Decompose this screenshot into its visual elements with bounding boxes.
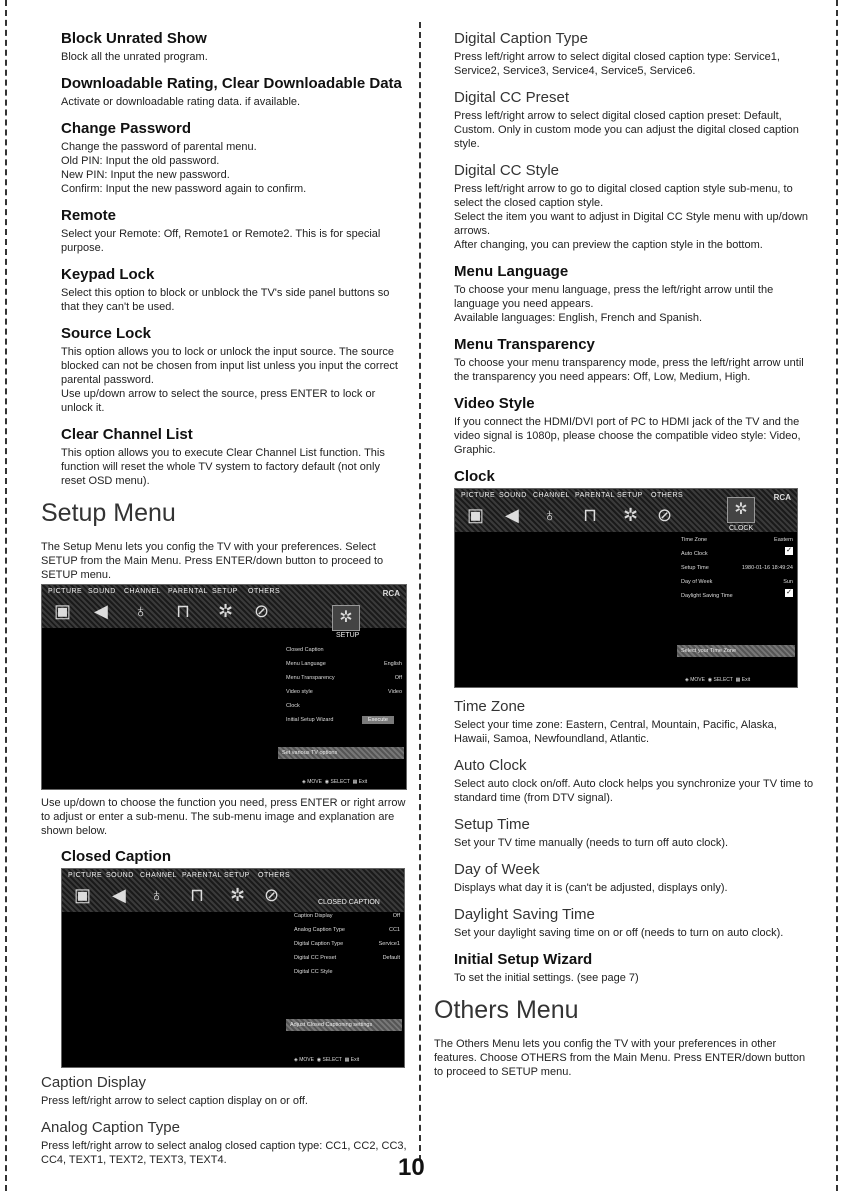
block-unrated-section <box>41 30 407 64</box>
section-title: Setup Time <box>454 816 530 833</box>
section-body: If you connect the HDMI/DVI port of PC to HDMI jack of the TV and the video signal is 1080p, please choose the compatible video style: Video, Graphic. <box>454 416 801 456</box>
tv-menu-row: Time Zone Eastern <box>681 537 793 543</box>
tv-tab-parental: PARENTAL <box>168 588 208 595</box>
tv-cc-menu <box>294 909 400 979</box>
video-style-section <box>434 395 814 457</box>
dst-check-icon: ✓ <box>786 589 792 596</box>
digital-caption-type-section <box>434 30 814 78</box>
tv-footer: ◈ MOVE ◉ SELECT ▦ Exit <box>302 779 368 785</box>
section-body: Change the password of parental menu. <box>61 141 257 153</box>
tv-menu-row: Setup Time 1980-01-16 18:49:24 <box>681 565 793 571</box>
auto-clock-check-icon: ✓ <box>786 547 792 554</box>
analog-caption-section <box>41 1119 407 1167</box>
section-title: Block Unrated Show <box>61 30 207 47</box>
tv-submenu-label: CLOSED CAPTION <box>318 899 380 906</box>
setup-after-body: Use up/down to choose the function you need, press ENTER or right arrow to adjust or enter a sub-menu. The sub-menu image and explanation are shown below. <box>41 797 406 837</box>
downloadable-section <box>41 75 407 109</box>
remote-section <box>41 207 407 255</box>
clear-channel-section <box>41 426 407 488</box>
tools-icon: ⊘ <box>264 885 280 905</box>
daylight-section <box>434 906 814 940</box>
section-body: Confirm: Input the new password again to confirm. <box>61 183 307 195</box>
speaker-icon: ◀ <box>112 885 126 905</box>
tv-hint-bar: Select your Time Zone <box>677 645 795 657</box>
tv-closed-caption-screenshot <box>61 868 405 1068</box>
satellite-icon: ♁ <box>543 505 557 525</box>
tv-menu-row: Analog Caption Type CC1 <box>294 927 400 933</box>
left-column <box>41 30 407 1178</box>
right-page-border <box>836 0 838 1191</box>
section-title: Analog Caption Type <box>41 1119 180 1136</box>
left-page-border <box>5 0 7 1191</box>
section-body: Old PIN: Input the old password. <box>61 155 220 167</box>
section-title: Keypad Lock <box>61 266 155 283</box>
others-menu-heading: Others Menu <box>434 996 579 1024</box>
section-body: New PIN: Input the new password. <box>61 169 230 181</box>
section-body: To choose your menu transparency mode, press the left/right arrow until the transparency you need appears: Off, Low, Medium, High. <box>454 357 804 383</box>
section-body: Select auto clock on/off. Auto clock helps you synchronize your TV time to standard time (from DTV signal). <box>454 778 814 804</box>
tools-icon: ⊘ <box>657 505 673 525</box>
tv-tab-picture: PICTURE <box>68 872 103 879</box>
setup-time-section <box>434 816 814 850</box>
section-body: Select the item you want to adjust in Digital CC Style menu with up/down arrows. <box>454 211 809 237</box>
tv-tab-channel: CHANNEL <box>124 588 161 595</box>
speaker-icon: ◀ <box>94 601 108 621</box>
picture-icon: ▣ <box>74 885 92 905</box>
tv-menu-row: Caption Display Off <box>294 913 400 919</box>
tv-menu-row: Digital Caption Type Service1 <box>294 941 400 947</box>
tv-tab-others: OTHERS <box>258 872 291 879</box>
section-title: Menu Transparency <box>454 336 595 353</box>
speaker-icon: ◀ <box>505 505 519 525</box>
tv-tab-others: OTHERS <box>248 588 281 595</box>
setup-menu-body: The Setup Menu lets you config the TV with your preferences. Select SETUP from the Main Menu. Press ENTER/down button to proceed to SETUP menu. <box>41 541 384 581</box>
right-column <box>434 30 814 1079</box>
section-title: Digital Caption Type <box>454 30 588 47</box>
menu-transparency-section <box>434 336 814 384</box>
tv-hint-bar: Adjust Closed Captioning settings <box>286 1019 402 1031</box>
section-title: Digital CC Preset <box>454 89 570 106</box>
tv-menu-row: Clock <box>286 703 300 709</box>
tv-clock-screenshot <box>454 488 798 688</box>
others-menu-body: The Others Menu lets you config the TV with your preferences in other features. Choose OTHERS from the Main Menu. Press ENTER/down button to proceed to SETUP menu. <box>434 1038 806 1078</box>
tv-submenu-label: SETUP <box>336 632 360 639</box>
section-body: Select your time zone: Eastern, Central, Mountain, Pacific, Alaska, Hawaii, Samoa, Newfoundland, Atlantic. <box>454 719 777 745</box>
tv-tab-parental: PARENTAL <box>182 872 222 879</box>
tv-menu-row: Menu Transparency Off <box>286 675 402 681</box>
tv-setup-screenshot <box>41 584 407 790</box>
section-title: Remote <box>61 207 117 224</box>
tv-tab-picture: PICTURE <box>48 588 83 595</box>
section-title: Video Style <box>454 395 535 412</box>
section-title: Source Lock <box>61 325 152 342</box>
tv-tab-sound: SOUND <box>499 492 527 499</box>
tv-hint-bar: Set various TV options <box>278 747 404 759</box>
section-body: Block all the unrated program. <box>61 51 208 63</box>
gear-icon: ✲ <box>230 885 246 905</box>
execute-highlight: Execute <box>362 716 394 724</box>
source-lock-section <box>41 325 407 415</box>
section-title: Menu Language <box>454 263 569 280</box>
tv-menu-row: Menu Language English <box>286 661 402 667</box>
tv-tab-setup: SETUP <box>617 492 643 499</box>
tv-tab-channel: CHANNEL <box>533 492 570 499</box>
tv-clock-menu <box>681 533 793 603</box>
tv-tab-picture: PICTURE <box>461 492 496 499</box>
tv-menu-row: Digital CC Style <box>294 969 333 975</box>
tv-setup-menu <box>286 643 402 727</box>
tv-tab-setup: SETUP <box>212 588 238 595</box>
section-title: Downloadable Rating, Clear Downloadable Data <box>61 75 402 92</box>
section-body: Press left/right arrow to go to digital closed caption style sub-menu, to select the closed caption style. <box>454 183 793 209</box>
tv-footer: ◈ MOVE ◉ SELECT ▦ Exit <box>685 677 751 683</box>
tools-icon: ⊘ <box>254 601 270 621</box>
section-body: Select your Remote: Off, Remote1 or Remote2. This is for special purpose. <box>61 228 381 254</box>
section-body: Press left/right arrow to select caption display on or off. <box>41 1095 308 1107</box>
section-body: Available languages: English, French and Spanish. <box>454 312 703 324</box>
tv-menu-row: Digital CC Preset Default <box>294 955 400 961</box>
tv-footer: ◈ MOVE ◉ SELECT ▦ Exit <box>294 1057 360 1063</box>
wizard-section <box>434 951 814 985</box>
section-body: Press left/right arrow to select digital closed caption type: Service1, Service2, Service3, Service4, Service5, Service6. <box>454 51 780 77</box>
section-title: Caption Display <box>41 1074 147 1091</box>
page-number: 10 <box>398 1154 425 1181</box>
tv-submenu-label: CLOCK <box>729 525 754 532</box>
section-title: Time Zone <box>454 698 526 715</box>
tv-menu-row: Closed Caption <box>286 647 324 653</box>
digital-cc-style-section <box>434 162 814 252</box>
lock-icon: ⊓ <box>190 885 205 905</box>
brand-logo: RCA <box>773 493 791 502</box>
tv-menu-row: Auto Clock ✓ <box>681 547 792 557</box>
tv-tab-parental: PARENTAL <box>575 492 615 499</box>
section-body: Set your TV time manually (needs to turn off auto clock). <box>454 837 729 849</box>
section-title: Digital CC Style <box>454 162 560 179</box>
section-body: To choose your menu language, press the left/right arrow until the language you need appears. <box>454 284 774 310</box>
picture-icon: ▣ <box>467 505 485 525</box>
tv-tab-sound: SOUND <box>88 588 116 595</box>
section-title: Auto Clock <box>454 757 527 774</box>
clock-heading: Clock <box>454 468 495 485</box>
lock-icon: ⊓ <box>176 601 191 621</box>
tv-tab-setup: SETUP <box>224 872 250 879</box>
tv-menu-row: Day of Week Sun <box>681 579 793 585</box>
section-body: Press left/right arrow to select analog closed caption type: CC1, CC2, CC3, CC4, TEXT1, TEXT2, TEXT3, TEXT4. <box>41 1140 407 1166</box>
section-body: This option allows you to lock or unlock the input source. The source blocked can not be chosen from input list unless you input the correct parental password. <box>61 346 398 386</box>
change-password-section <box>41 120 407 196</box>
section-body: Displays what day it is (can't be adjusted, displays only). <box>454 882 728 894</box>
section-title: Day of Week <box>454 861 540 878</box>
section-title: Initial Setup Wizard <box>454 951 593 968</box>
column-divider <box>419 22 421 1161</box>
section-body: Press left/right arrow to select digital closed caption preset: Default, Custom. Only in custom mode you can adjust the digital closed caption style. <box>454 110 799 150</box>
gear-icon: ✲ <box>623 505 639 525</box>
gear-icon: ✲ <box>218 601 234 621</box>
section-body: Activate or downloadable rating data. if available. <box>61 96 301 108</box>
tv-menu-row: Daylight Saving Time ✓ <box>681 589 792 599</box>
day-of-week-section <box>434 861 814 895</box>
tv-tab-others: OTHERS <box>651 492 684 499</box>
setup-badge-icon: ✲ <box>332 605 360 631</box>
clock-badge-icon: ✲ <box>727 497 755 523</box>
section-body: After changing, you can preview the caption style in the bottom. <box>454 239 763 251</box>
section-body: To set the initial settings. (see page 7) <box>454 972 639 984</box>
section-body: Set your daylight saving time on or off (needs to turn on auto clock). <box>454 927 784 939</box>
section-title: Change Password <box>61 120 192 137</box>
setup-menu-heading: Setup Menu <box>41 499 176 527</box>
satellite-icon: ♁ <box>134 601 148 621</box>
section-title: Daylight Saving Time <box>454 906 595 923</box>
auto-clock-section <box>434 757 814 805</box>
section-body: This option allows you to execute Clear Channel List function. This function will reset the whole TV system to factory default (not only reset OSD menu). <box>61 447 385 487</box>
picture-icon: ▣ <box>54 601 72 621</box>
caption-display-section <box>41 1074 407 1108</box>
time-zone-section <box>434 698 814 746</box>
tv-menu-row: Initial Setup Wizard <box>286 717 334 723</box>
section-title: Clear Channel List <box>61 426 193 443</box>
satellite-icon: ♁ <box>150 885 164 905</box>
menu-language-section <box>434 263 814 325</box>
digital-cc-preset-section <box>434 89 814 151</box>
section-body: Use up/down arrow to select the source, press ENTER to lock or unlock it. <box>61 388 376 414</box>
tv-menu-row: Video style Video <box>286 689 402 695</box>
tv-tab-channel: CHANNEL <box>140 872 177 879</box>
keypad-lock-section <box>41 266 407 314</box>
tv-tab-sound: SOUND <box>106 872 134 879</box>
lock-icon: ⊓ <box>583 505 598 525</box>
brand-logo: RCA <box>382 589 400 598</box>
closed-caption-heading: Closed Caption <box>61 848 172 865</box>
section-body: Select this option to block or unblock the TV's side panel buttons so that they can't be used. <box>61 287 390 313</box>
